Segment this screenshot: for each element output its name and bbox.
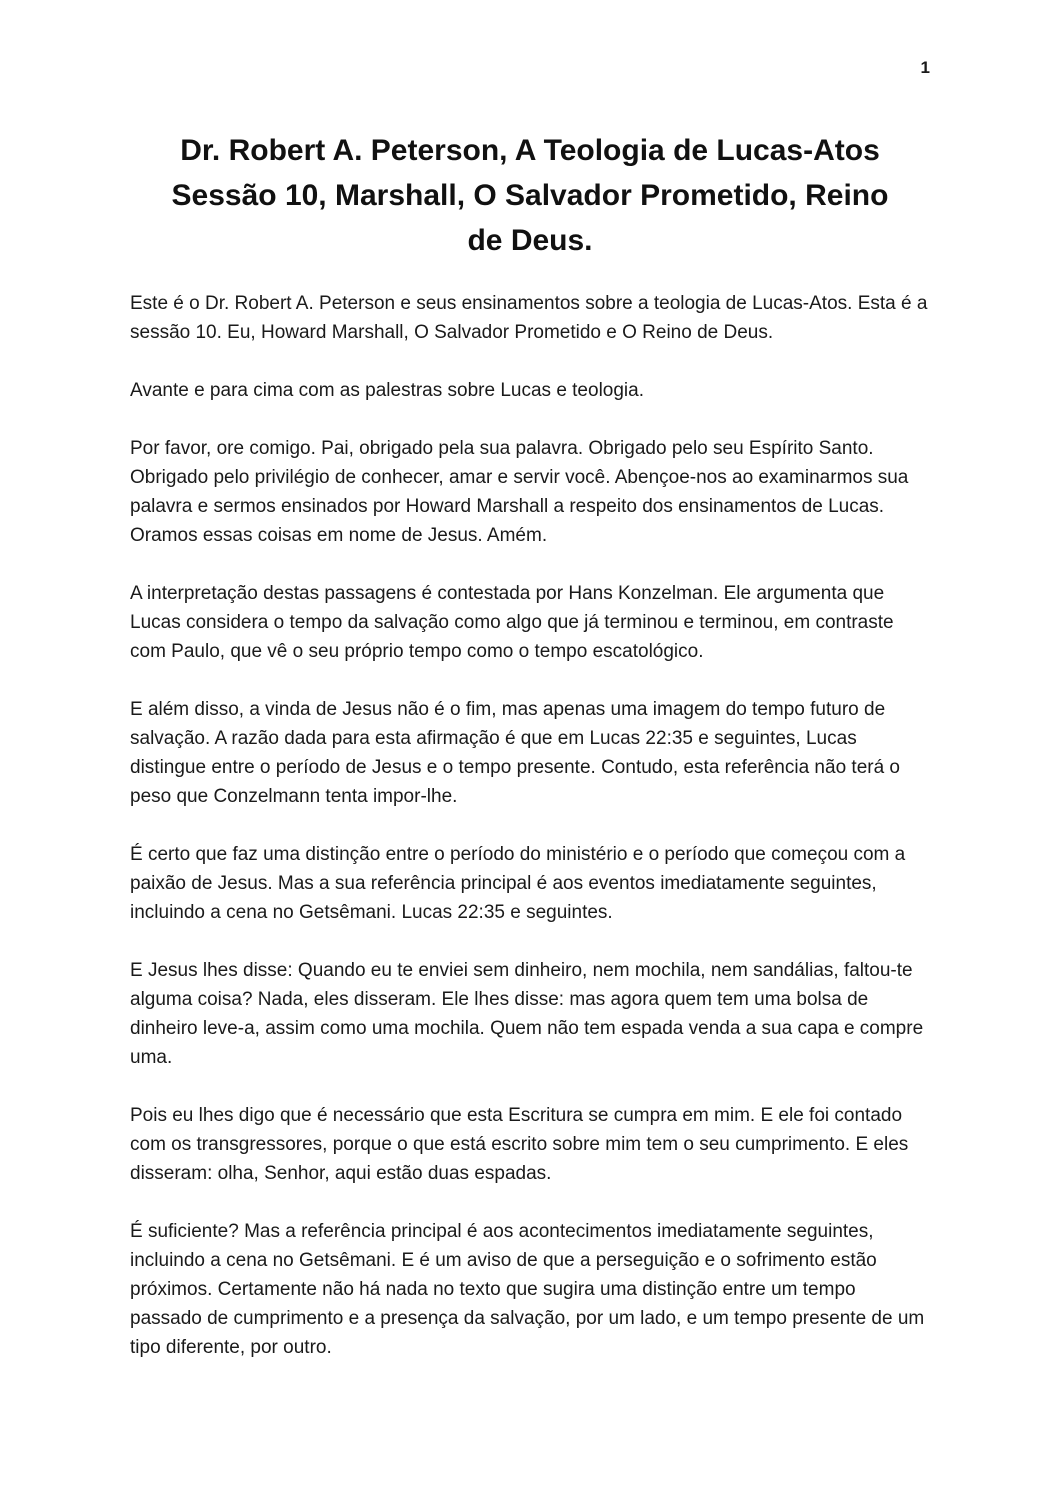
paragraph-vinda-de-jesus: E além disso, a vinda de Jesus não é o fim, mas apenas uma imagem do tempo futuro de salvação. A razão dada para esta afirmação é que em Lucas 22:35 e seguintes, Lucas distingue entre o período de Jesus e o tempo presente. Contudo, esta referência não terá o peso que Conzelmann tenta impor-lhe. (130, 699, 901, 807)
title-line-2: Sessão 10, Marshall, O Salvador Prometido, Reino (171, 179, 889, 212)
title-line-3: de Deus. (467, 224, 593, 257)
paragraph-citacao-lucas: E Jesus lhes disse: Quando eu te enviei sem dinheiro, nem mochila, nem sandálias, faltou-te alguma coisa? Nada, eles disseram. Ele lhes disse: mas agora quem tem uma bolsa de dinheiro leve-a, assim como uma mochila. Quem não tem espada venda a sua capa e compre uma. (130, 960, 924, 1068)
paragraph-interpretation: A interpretação destas passagens é contestada por Hans Konzelman. Ele argumenta que Lucas considera o tempo da salvação como algo que já terminou e terminou, em contraste com Paulo, que vê o seu próprio tempo como o tempo escatológico. (130, 583, 894, 662)
paragraph-intro: Este é o Dr. Robert A. Peterson e seus ensinamentos sobre a teologia de Lucas-Atos. Esta é a sessão 10. Eu, Howard Marshall, O Salvador Prometido e O Reino de Deus. (130, 293, 928, 343)
document-title (130, 128, 930, 263)
paragraph-distincao: É certo que faz uma distinção entre o período do ministério e o período que começou com a paixão de Jesus. Mas a sua referência principal é aos eventos imediatamente seguintes, incluindo a cena no Getsêmani. Lucas 22:35 e seguintes. (130, 844, 906, 923)
document-content (130, 128, 930, 1391)
title-line-1: Dr. Robert A. Peterson, A Teologia de Lucas-Atos (180, 134, 880, 167)
paragraph-prayer: Por favor, ore comigo. Pai, obrigado pela sua palavra. Obrigado pelo seu Espírito Santo. Obrigado pelo privilégio de conhecer, amar e servir você. Abençoe-nos ao examinarmos sua palavra e sermos ensinados por Howard Marshall a respeito dos ensinamentos de Lucas. Oramos essas coisas em nome de Jesus. Amém. (130, 438, 909, 546)
paragraph-opening: Avante e para cima com as palestras sobre Lucas e teologia. (130, 380, 644, 401)
paragraph-escritura: Pois eu lhes digo que é necessário que esta Escritura se cumpra em mim. E ele foi contado com os transgressores, porque o que está escrito sobre mim tem o seu cumprimento. E eles disseram: olha, Senhor, aqui estão duas espadas. (130, 1105, 909, 1184)
page-number: 1 (920, 58, 930, 77)
document-body (130, 289, 930, 1362)
paragraph-conclusao: É suficiente? Mas a referência principal é aos acontecimentos imediatamente seguintes, incluindo a cena no Getsêmani. E é um aviso de que a perseguição e o sofrimento estão próximos. Certamente não há nada no texto que sugira uma distinção entre um tempo passado de cumprimento e a presença da salvação, por um lado, e um tempo presente de um tipo diferente, por outro. (130, 1221, 925, 1358)
